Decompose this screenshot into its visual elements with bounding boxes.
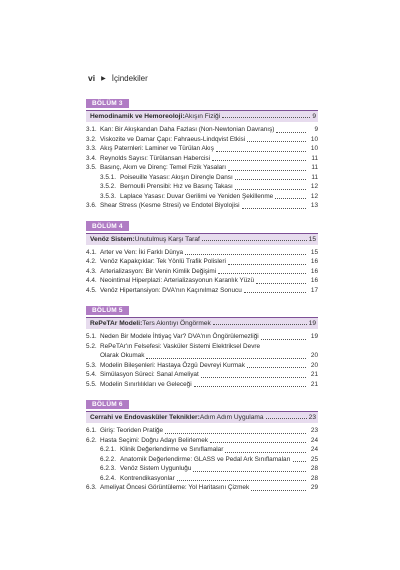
- entry-number: 3.2.: [86, 135, 97, 143]
- entry-number: 3.5.1.: [100, 173, 116, 181]
- toc-subentry[interactable]: [86, 173, 318, 183]
- dot-leader: [194, 386, 306, 387]
- part-page-number: 9: [312, 113, 316, 120]
- toc-entry[interactable]: [86, 144, 318, 154]
- dot-leader: [218, 273, 306, 274]
- toc-entry[interactable]: [86, 380, 318, 390]
- entry-title: Arter ve Ven: İki Farklı Dünya: [100, 248, 184, 256]
- dot-leader: [261, 339, 306, 340]
- entry-number: 6.2.3.: [100, 465, 116, 472]
- part-title-rest: Adım Adım Uygulama: [199, 414, 264, 421]
- entry-title: Viskozite ve Damar Çapı: Fahraeus-Lindqvist Etkisi: [100, 135, 246, 143]
- dot-leader: [210, 442, 306, 443]
- entry-number: 3.1.: [86, 126, 97, 133]
- entry-page-number: 25: [310, 455, 318, 463]
- entry-number: 3.5.2.: [100, 183, 116, 190]
- dot-leader: [235, 189, 306, 190]
- dot-leader: [228, 170, 306, 171]
- entry-page-number: 24: [310, 436, 318, 444]
- entry-number: 6.2.2.: [100, 455, 116, 463]
- entry-page-number: 16: [310, 267, 318, 275]
- part-label: BÖLÜM 4: [86, 221, 129, 231]
- entry-page-number: 10: [310, 145, 318, 152]
- entry-page-number: 20: [310, 352, 318, 359]
- dot-leader: [247, 367, 306, 368]
- entry-number: 4.5.: [86, 286, 97, 294]
- dot-leader: [251, 490, 306, 491]
- dot-leader: [222, 117, 310, 118]
- part-title-bold: Venöz Sistem:: [90, 235, 135, 243]
- entry-number: 5.1.: [86, 333, 97, 340]
- toc-part: [86, 299, 318, 389]
- dot-leader: [242, 208, 306, 209]
- entry-number: 6.2.: [86, 436, 97, 444]
- entry-title: Simülasyon Süreci: Sanal Ameliyat: [100, 371, 199, 378]
- dot-leader: [225, 452, 306, 453]
- entry-title: Neden Bir Modele İhtiyaç Var? DVA'nın Öngörülemezliği: [100, 333, 259, 340]
- part-title-rest: Akışın Fiziği: [184, 113, 221, 120]
- entry-page-number: 21: [310, 380, 318, 388]
- entry-title-continued: Olarak Okumak: [100, 352, 145, 359]
- dot-leader: [213, 324, 307, 325]
- part-label: BÖLÜM 5: [86, 306, 129, 316]
- triangle-icon: ▶: [101, 75, 106, 82]
- entry-number: 3.5.: [86, 164, 97, 171]
- dot-leader: [146, 358, 306, 359]
- entry-page-number: 13: [310, 202, 318, 209]
- entry-title: Kan: Bir Akışkandan Daha Fazlası (Non-Newtonian Davranış): [100, 126, 275, 133]
- dot-leader: [202, 240, 307, 241]
- table-of-contents: [86, 92, 318, 497]
- part-title[interactable]: [86, 110, 318, 122]
- toc-entry[interactable]: [86, 248, 318, 258]
- dot-leader: [293, 461, 307, 462]
- part-page-number: 19: [308, 320, 316, 327]
- dot-leader: [256, 283, 306, 284]
- toc-subentry[interactable]: [86, 445, 318, 455]
- toc-entry[interactable]: [86, 257, 318, 267]
- part-page-number: 23: [308, 414, 316, 421]
- toc-entry[interactable]: [86, 201, 318, 211]
- entry-page-number: 11: [311, 154, 318, 162]
- entry-number: 3.4.: [86, 154, 97, 162]
- part-title-bold: RePeTAr Modeli:: [90, 320, 143, 327]
- dot-leader: [212, 160, 306, 161]
- part-page-number: 15: [308, 235, 316, 243]
- toc-subentry[interactable]: [86, 455, 318, 465]
- entry-title: Hasta Seçimi: Doğru Adayı Belirlemek: [100, 436, 208, 444]
- entry-number: 3.5.3.: [100, 192, 116, 200]
- entry-number: 6.2.1.: [100, 446, 116, 453]
- entry-title: Venöz Kapakçıklar: Tek Yönlü Trafik Polisleri: [100, 258, 226, 265]
- entry-title: RePeTAr'ın Felsefesi: Vasküler Sistemi Elektriksel Devre: [100, 342, 261, 350]
- entry-page-number: 23: [310, 427, 318, 434]
- entry-number: 4.4.: [86, 277, 97, 284]
- toc-entry[interactable]: [86, 332, 318, 342]
- toc-entry[interactable]: [86, 267, 318, 277]
- entry-title: Shear Stress (Kesme Stresi) ve Endotel Biyolojisi: [100, 202, 240, 209]
- dot-leader: [244, 292, 306, 293]
- entry-page-number: 16: [310, 258, 318, 265]
- entry-page-number: 12: [310, 192, 318, 200]
- entry-number: 3.6.: [86, 202, 97, 209]
- toc-entry[interactable]: [86, 154, 318, 164]
- entry-page-number: 17: [310, 286, 318, 294]
- toc-entry[interactable]: [86, 276, 318, 286]
- part-title[interactable]: [86, 317, 318, 329]
- entry-title: Kontrendikasyonlar: [120, 474, 175, 482]
- dot-leader: [247, 141, 306, 142]
- running-head-title: İçindekiler: [111, 73, 148, 83]
- part-label: BÖLÜM 6: [86, 400, 129, 410]
- entry-page-number: 28: [310, 474, 318, 482]
- entry-page-number: 10: [310, 135, 318, 143]
- dot-leader: [185, 254, 306, 255]
- page-number: vi: [88, 73, 96, 83]
- entry-number: 5.4.: [86, 371, 97, 378]
- entry-number: 6.3.: [86, 484, 97, 491]
- dot-leader: [228, 264, 306, 265]
- entry-page-number: 20: [310, 361, 318, 369]
- entry-title: Laplace Yasası: Duvar Gerilimi ve Yeniden Şekillenme: [120, 192, 274, 200]
- entry-title: Poiseuille Yasası: Akışın Dirençle Dansı: [120, 173, 233, 181]
- toc-entry[interactable]: [86, 342, 318, 361]
- entry-title: Basınç, Akım ve Direnç: Temel Fizik Yasaları: [100, 164, 227, 171]
- dot-leader: [266, 418, 307, 419]
- dot-leader: [276, 132, 306, 133]
- entry-number: 4.2.: [86, 258, 97, 265]
- toc-entry[interactable]: [86, 426, 318, 436]
- part-title-bold: Hemodinamik ve Hemoreoloji:: [90, 113, 185, 120]
- entry-title: Anatomik Değerlendirme: GLASS ve Pedal Ark Sınıflamaları: [120, 455, 291, 463]
- entry-number: 5.5.: [86, 380, 97, 388]
- toc-subentry[interactable]: [86, 464, 318, 474]
- entry-page-number: 21: [310, 371, 318, 378]
- entry-number: 3.3.: [86, 145, 97, 152]
- toc-entry[interactable]: [86, 361, 318, 371]
- entry-number: 5.2.: [86, 342, 97, 350]
- entry-title: Venöz Hipertansiyon: DVA'nın Kaçınılmaz Sonucu: [100, 286, 242, 294]
- part-label: BÖLÜM 3: [86, 99, 129, 109]
- toc-entry[interactable]: [86, 286, 318, 296]
- part-title[interactable]: [86, 233, 318, 245]
- entry-page-number: 19: [310, 333, 318, 340]
- entry-page-number: 24: [310, 446, 318, 453]
- toc-entry[interactable]: [86, 125, 318, 135]
- running-head: [88, 73, 148, 83]
- entry-number: 6.1.: [86, 427, 97, 434]
- entry-page-number: 11: [311, 164, 318, 171]
- entry-title: Reynolds Sayısı: Türülansan Habercisi: [100, 154, 210, 162]
- entry-number: 6.2.4.: [100, 474, 116, 482]
- dot-leader: [177, 480, 306, 481]
- entry-title: Ameliyat Öncesi Görüntüleme: Yol Haritasını Çizmek: [100, 484, 250, 491]
- toc-part: [86, 215, 318, 296]
- entry-page-number: 11: [311, 173, 318, 181]
- entry-page-number: 29: [310, 484, 318, 491]
- entry-page-number: 9: [314, 126, 318, 133]
- entry-title: Giriş: Teoriden Pratiğe: [100, 427, 164, 434]
- toc-entry[interactable]: [86, 370, 318, 380]
- entry-page-number: 28: [310, 465, 318, 472]
- dot-leader: [275, 198, 306, 199]
- entry-number: 5.3.: [86, 361, 97, 369]
- toc-entry[interactable]: [86, 483, 318, 493]
- entry-title: Modelin Sınırlılıkları ve Geleceği: [100, 380, 192, 388]
- toc-part: [86, 393, 318, 493]
- toc-entry[interactable]: [86, 436, 318, 446]
- toc-subentry[interactable]: [86, 182, 318, 192]
- entry-title: Bernoulli Prensibi: Hız ve Basınç Takası: [120, 183, 233, 190]
- part-title[interactable]: [86, 411, 318, 423]
- entry-title: Venöz Sistem Uygunluğu: [120, 465, 192, 472]
- entry-title: Arterializasyon: Bir Venin Kimlik Değişimi: [100, 267, 217, 275]
- entry-title: Akış Paternleri: Laminer ve Türülan Akış: [100, 145, 214, 152]
- part-title-rest: Unutulmuş Karşı Taraf: [134, 235, 200, 243]
- entry-title: Klinik Değerlendirme ve Sınıflamalar: [120, 446, 224, 453]
- toc-part: [86, 92, 318, 211]
- entry-page-number: 16: [310, 277, 318, 284]
- part-title-rest: Ters Akıntıyı Öngörmek: [142, 320, 211, 327]
- dot-leader: [235, 179, 306, 180]
- dot-leader: [201, 377, 306, 378]
- toc-entry[interactable]: [86, 163, 318, 173]
- entry-page-number: 12: [310, 183, 318, 190]
- part-title-bold: Cerrahi ve Endovasküler Teknikler:: [90, 414, 200, 421]
- dot-leader: [165, 433, 306, 434]
- toc-entry[interactable]: [86, 135, 318, 145]
- entry-title: Modelin Bileşenleri: Hastaya Özgü Devreyi Kurmak: [100, 361, 245, 369]
- entry-page-number: 15: [310, 248, 318, 256]
- entry-title: Neointimal Hiperplazi: Arterializasyonun Karanlık Yüzü: [100, 277, 255, 284]
- entry-number: 4.1.: [86, 248, 97, 256]
- toc-subentry[interactable]: [86, 474, 318, 484]
- dot-leader: [216, 151, 306, 152]
- dot-leader: [193, 471, 306, 472]
- entry-number: 4.3.: [86, 267, 97, 275]
- toc-subentry[interactable]: [86, 192, 318, 202]
